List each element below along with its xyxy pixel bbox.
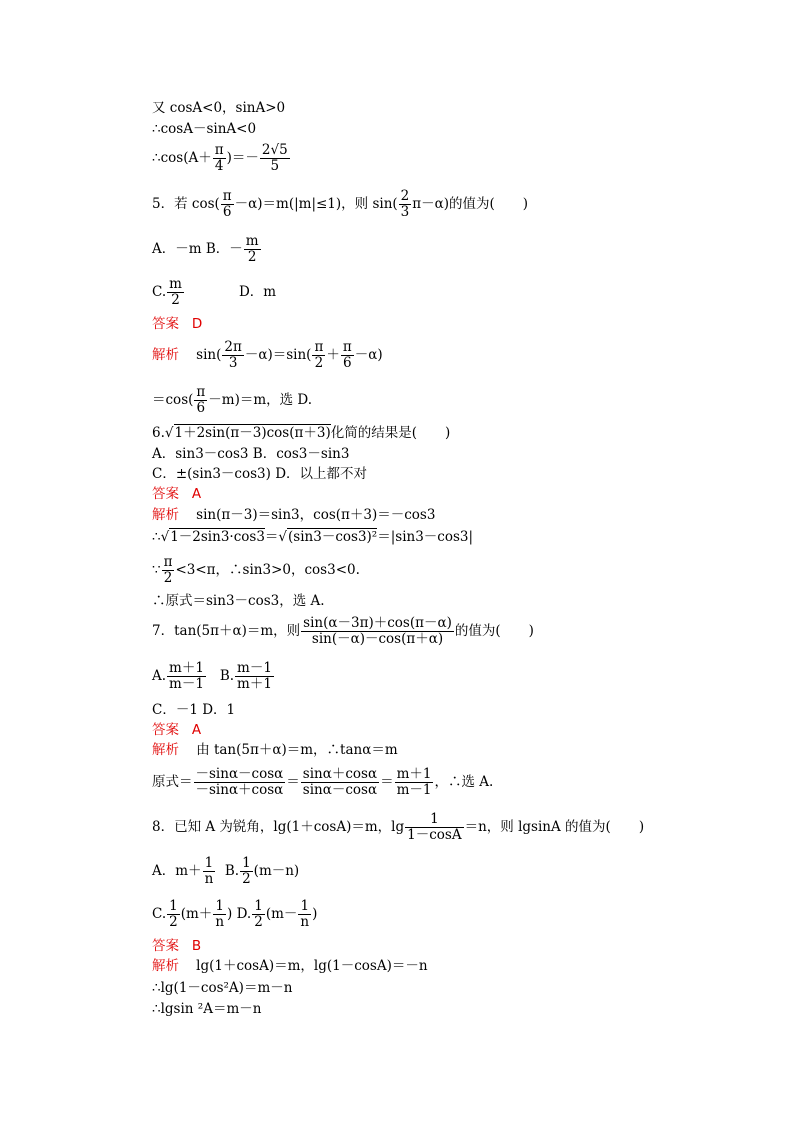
question-7: 7．tan(5π＋α)＝m，则 $\frac{\sin(\alpha-3\pi)+\cos(\pi-\alpha)}{\sin(-\alpha)-\cos(\pi+\alpha)}$ 的值为( ): [152, 615, 534, 647]
analysis-6-b: ∴√1－2sin3·cos3＝√(sin3－cos3)²＝|sin3－cos3|: [152, 529, 474, 545]
analysis-6-d: ∴原式＝sin3－cos3，选 A.: [152, 593, 325, 609]
q6-options-1: A．sin3－cos3 B．cos3－sin3: [152, 446, 350, 462]
fraction: $\frac{2√5}{5}$: [261, 142, 288, 174]
question-6: 6.√1＋2sin(π－3)cos(π＋3)化简的结果是( ): [152, 425, 451, 441]
analysis-8: 解析 lg(1＋cosA)＝m，lg(1－cosA)＝－n: [152, 958, 428, 974]
q7-options-1: A. $\frac{m+1}{m-1}$ B. $\frac{m-1}{m+1}$: [152, 660, 272, 692]
q5-options-1: A．－m B．－ $\frac{m}{2}$: [152, 233, 259, 265]
line-1: 又 cosA<0，sinA>0: [152, 100, 286, 116]
q8-options-1: A．m＋ $\frac{1}{n}$ B. $\frac{1}{2}$ (m－n): [152, 855, 300, 887]
analysis-7: 解析 由 tan(5π＋α)＝m，∴tanα＝m: [152, 742, 398, 758]
answer-6: 答案 A: [152, 486, 202, 502]
q6-options-2: C．±(sin3－cos3) D．以上都不对: [152, 466, 368, 482]
question-5: 5．若 cos( $\frac{\pi}{6}$ －α)＝m(|m|≤1)，则 sin( $\frac{2}{3}$ π－α)的值为( ): [152, 188, 529, 220]
answer-7: 答案 A: [152, 722, 202, 738]
line-3: ∴cos(A＋ $\frac{\pi}{4}$ )＝－ $\frac{2√5}{5}$: [152, 142, 288, 174]
fraction: $\frac{\pi}{4}$: [214, 142, 224, 174]
analysis-6-c: ∵ $\frac{\pi}{2}$ <3<π，∴sin3>0，cos3<0.: [152, 554, 360, 586]
q8-options-2: C. $\frac{1}{2}$ (m＋ $\frac{1}{n}$ ) D. $\frac{1}{2}$ (m－ $\frac{1}{n}$ ): [152, 898, 318, 930]
answer-8: 答案 B: [152, 938, 202, 954]
analysis-8-b: ∴lg(1－cos²A)＝m－n: [152, 980, 293, 996]
analysis-5-b: ＝cos( $\frac{\pi}{6}$ －m)＝m，选 D.: [152, 384, 313, 416]
q7-options-2: C．－1 D．1: [152, 702, 236, 718]
analysis-8-c: ∴lgsin ²A＝m－n: [152, 1001, 262, 1017]
question-8: 8．已知 A 为锐角，lg(1＋cosA)＝m，lg $\frac{1}{1-\cos A}$ ＝n，则 lgsinA 的值为( ): [152, 811, 645, 843]
analysis-6: 解析 sin(π－3)＝sin3，cos(π＋3)＝－cos3: [152, 507, 436, 523]
line-2: ∴cosA－sinA<0: [152, 121, 257, 137]
analysis-7-b: 原式＝ $\frac{-\sin\alpha-\cos\alpha}{-\sin\alpha+\cos\alpha}$ ＝ $\frac{\sin\alpha+\cos\alpha}{\sin\alpha-\cos\alpha}$ ＝ $\frac{m+1}{m-1}$ ，∴选 A.: [152, 766, 494, 798]
answer-5: 答案 D: [152, 316, 203, 332]
q5-options-2: C. $\frac{m}{2}$ D．m: [152, 276, 277, 308]
analysis-5: 解析 sin( $\frac{2\pi}{3}$ －α)＝sin( $\frac{\pi}{2}$ ＋ $\frac{\pi}{6}$ －α): [152, 339, 383, 371]
